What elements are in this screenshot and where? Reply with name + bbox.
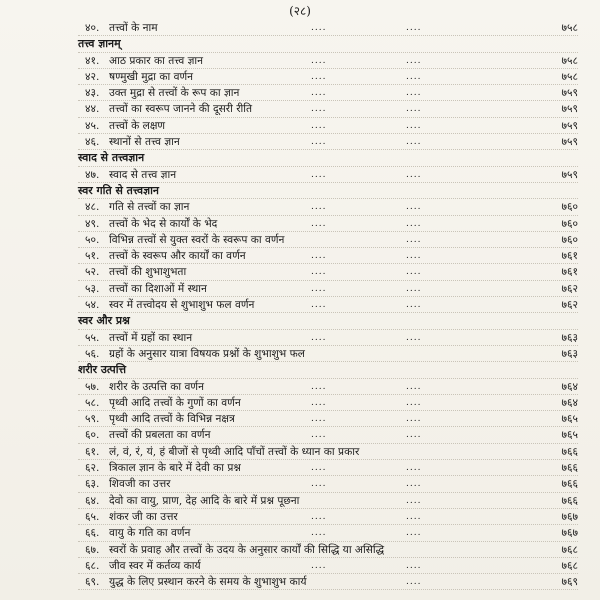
- leader-dots: ....: [311, 88, 327, 99]
- entry-page-number: ७६४: [561, 396, 578, 409]
- entry-page-number: ७६५: [561, 429, 578, 442]
- entry-title: आठ प्रकार का तत्त्व ज्ञान: [109, 54, 204, 67]
- entry-page-number: ७६२: [561, 299, 578, 312]
- toc-entry: [78, 558, 578, 574]
- leader-dots: ....: [311, 414, 327, 425]
- toc-entry: [78, 53, 578, 69]
- entry-number: ६५.: [85, 510, 100, 523]
- entry-title: जीव स्वर में कर्तव्य कार्य: [109, 559, 201, 572]
- entry-number: ६९.: [85, 576, 100, 589]
- entry-page-number: ७५८: [561, 70, 578, 83]
- toc-entry: [78, 395, 578, 411]
- entry-title: स्वरों के प्रवाह और तत्त्वों के उदय के अनुसार कार्यों की सिद्धि या असिद्धि: [109, 543, 385, 556]
- entry-title: तत्त्वों के लक्षण: [109, 119, 166, 132]
- leader-dots: ....: [311, 283, 327, 294]
- entry-number: ६३.: [85, 478, 100, 491]
- entry-number: ५५.: [85, 331, 100, 344]
- row-rule: [78, 589, 578, 590]
- entry-page-number: ७५९: [561, 136, 578, 149]
- entry-page-number: ७६९: [561, 576, 578, 589]
- leader-dots: ....: [406, 234, 422, 245]
- toc-entry: [78, 297, 578, 313]
- entry-number: ५०.: [85, 233, 100, 246]
- section-heading-title: स्वर और प्रश्न: [78, 314, 130, 328]
- entry-title: तत्त्वों का दिशाओं में स्थान: [109, 282, 207, 295]
- toc-entry: [78, 509, 578, 525]
- entry-page-number: ७५९: [561, 119, 578, 132]
- leader-dots: ....: [406, 560, 422, 571]
- entry-title: शंकर जी का उत्तर: [109, 510, 178, 523]
- leader-dots: ....: [406, 104, 422, 115]
- section-heading: [78, 150, 578, 166]
- entry-number: ६७.: [85, 543, 100, 556]
- toc-entry: [78, 525, 578, 541]
- leader-dots: ....: [311, 202, 327, 213]
- leader-dots: ....: [406, 218, 422, 229]
- entry-title: पृथ्वी आदि तत्त्वों के विभिन्न नक्षत्र: [109, 413, 235, 426]
- leader-dots: ....: [406, 23, 422, 33]
- entry-title: शरीर के उत्पत्ति का वर्णन: [109, 380, 204, 393]
- toc-entry: [78, 248, 578, 264]
- entry-title: स्थानों से तत्त्व ज्ञान: [109, 136, 180, 149]
- leader-dots: ....: [406, 88, 422, 99]
- entry-page-number: ७६२: [561, 282, 578, 295]
- entry-page-number: ७६८: [561, 543, 578, 556]
- entry-number: ४६.: [85, 136, 100, 149]
- leader-dots: ....: [406, 463, 422, 474]
- entry-title: तत्त्वों की प्रबलता का वर्णन: [109, 429, 211, 442]
- entry-page-number: ७६३: [561, 347, 578, 360]
- entry-page-number: ७५८: [561, 54, 578, 67]
- entry-number: ४२.: [85, 70, 100, 83]
- entry-page-number: ७६७: [561, 510, 578, 523]
- toc-entry: [78, 20, 578, 36]
- entry-number: ६०.: [85, 429, 100, 442]
- leader-dots: ....: [406, 267, 422, 278]
- entry-number: ६८.: [85, 559, 100, 572]
- entry-title: वायु के गति का वर्णन: [109, 527, 191, 540]
- leader-dots: ....: [406, 283, 422, 294]
- leader-dots: ....: [406, 381, 422, 392]
- section-heading: [78, 183, 578, 199]
- entry-page-number: ७६०: [561, 233, 578, 246]
- entry-number: ६४.: [85, 494, 100, 507]
- entry-page-number: ७६५: [561, 413, 578, 426]
- leader-dots: ....: [406, 577, 422, 588]
- leader-dots: ....: [311, 169, 327, 180]
- entry-page-number: ७५९: [561, 168, 578, 181]
- section-heading: [78, 362, 578, 378]
- toc-entry: [78, 216, 578, 232]
- toc-entry: [78, 134, 578, 150]
- section-heading-title: स्वर गति से तत्त्वज्ञान: [78, 183, 159, 197]
- toc-entry: [78, 101, 578, 117]
- entry-page-number: ७६७: [561, 527, 578, 540]
- entry-title: तत्त्वों की शुभाशुभता: [109, 266, 187, 279]
- entry-number: ५३.: [85, 282, 100, 295]
- entry-title: तत्त्वों में ग्रहों का स्थान: [109, 331, 193, 344]
- leader-dots: ....: [311, 251, 327, 262]
- entry-title: देवो का वायु, प्राण, देह आदि के बारे में प्रश्न पूछना: [109, 494, 300, 507]
- leader-dots: ....: [406, 300, 422, 311]
- entry-title: लं, वं, रं, यं, हं बीजों से पृथ्वी आदि पाँचों तत्त्वों के ध्यान का प्रकार: [109, 445, 360, 458]
- entry-number: ६२.: [85, 462, 100, 475]
- entry-number: ५२.: [85, 266, 100, 279]
- entry-title: विभिन्न तत्त्वों से युक्त स्वरों के स्वरूप का वर्णन: [109, 233, 285, 246]
- toc-entry: [78, 330, 578, 346]
- entry-title: ग्रहों के अनुसार यात्रा विषयक प्रश्नों के शुभाशुभ फल: [109, 347, 305, 360]
- entry-number: ६६.: [85, 527, 100, 540]
- leader-dots: ....: [311, 560, 327, 571]
- entry-page-number: ७६६: [561, 462, 578, 475]
- entry-number: ४३.: [85, 87, 100, 100]
- entry-title: शिवजी का उत्तर: [109, 478, 171, 491]
- leader-dots: ....: [311, 332, 327, 343]
- leader-dots: ....: [311, 300, 327, 311]
- leader-dots: ....: [406, 202, 422, 213]
- entry-number: ४४.: [85, 103, 100, 116]
- toc-entry: [78, 167, 578, 183]
- toc-entry: [78, 379, 578, 395]
- entry-number: ४०.: [85, 22, 100, 34]
- section-heading: [78, 36, 578, 52]
- leader-dots: ....: [406, 71, 422, 82]
- entry-number: ६१.: [85, 445, 100, 458]
- toc-entry: [78, 574, 578, 590]
- toc-entry: [78, 444, 578, 460]
- toc-entry: [78, 542, 578, 558]
- leader-dots: ....: [406, 137, 422, 148]
- entry-page-number: ७६१: [561, 250, 578, 263]
- entry-page-number: ७६०: [561, 217, 578, 230]
- entry-title: तत्त्वों का स्वरूप जानने की दूसरी रीति: [109, 103, 253, 116]
- toc-entry: [78, 69, 578, 85]
- leader-dots: ....: [311, 528, 327, 539]
- leader-dots: ....: [311, 218, 327, 229]
- toc-entry: [78, 476, 578, 492]
- entry-title: स्वाद से तत्त्व ज्ञान: [109, 168, 177, 181]
- entry-title: तत्त्वों के नाम: [109, 22, 158, 34]
- entry-title: युद्ध के लिए प्रस्थान करने के समय के शुभाशुभ कार्य: [109, 576, 307, 589]
- leader-dots: ....: [311, 120, 327, 131]
- toc-entry: [78, 85, 578, 101]
- entry-title: त्रिकाल ज्ञान के बारे में देवी का प्रश्न: [109, 462, 241, 475]
- entry-title: तत्त्वों के स्वरूप और कार्यों का वर्णन: [109, 250, 246, 263]
- leader-dots: ....: [311, 267, 327, 278]
- entry-number: ५७.: [85, 380, 100, 393]
- section-heading-title: तत्त्व ज्ञानम्: [78, 37, 121, 51]
- entry-page-number: ७६६: [561, 494, 578, 507]
- toc-entry: [78, 199, 578, 215]
- leader-dots: ....: [406, 169, 422, 180]
- toc-entry: [78, 264, 578, 280]
- toc-entry: [78, 460, 578, 476]
- leader-dots: ....: [311, 430, 327, 441]
- entry-page-number: ७६३: [561, 331, 578, 344]
- page-number: (२८): [289, 4, 311, 18]
- entry-number: ५८.: [85, 396, 100, 409]
- entry-page-number: ७६०: [561, 201, 578, 214]
- entry-number: ४८.: [85, 201, 100, 214]
- leader-dots: ....: [406, 397, 422, 408]
- leader-dots: ....: [311, 381, 327, 392]
- entry-page-number: ७६६: [561, 445, 578, 458]
- section-heading-title: शरीर उत्पत्ति: [78, 363, 127, 377]
- leader-dots: ....: [311, 479, 327, 490]
- section-heading: [78, 313, 578, 329]
- leader-dots: ....: [311, 104, 327, 115]
- entry-number: ५४.: [85, 299, 100, 312]
- leader-dots: ....: [406, 55, 422, 66]
- table-of-contents: [78, 20, 578, 590]
- entry-title: गति से तत्त्वों का ज्ञान: [109, 201, 190, 214]
- leader-dots: ....: [406, 332, 422, 343]
- entry-page-number: ७६१: [561, 266, 578, 279]
- entry-page-number: ७६४: [561, 380, 578, 393]
- entry-page-number: ७५८: [561, 22, 578, 34]
- leader-dots: ....: [311, 397, 327, 408]
- entry-page-number: ७६६: [561, 478, 578, 491]
- toc-entry: [78, 493, 578, 509]
- leader-dots: ....: [311, 23, 327, 33]
- entry-number: ५९.: [85, 413, 100, 426]
- leader-dots: ....: [311, 511, 327, 522]
- entry-number: ४५.: [85, 119, 100, 132]
- toc-entry: [78, 411, 578, 427]
- entry-title: तत्त्वों के भेद से कार्यों के भेद: [109, 217, 218, 230]
- leader-dots: ....: [311, 463, 327, 474]
- leader-dots: ....: [406, 495, 422, 506]
- entry-title: षण्मुखी मुद्रा का वर्णन: [109, 70, 194, 83]
- toc-entry: [78, 232, 578, 248]
- toc-entry: [78, 118, 578, 134]
- entry-title: पृथ्वी आदि तत्त्वों के गुणों का वर्णन: [109, 396, 241, 409]
- entry-page-number: ७५९: [561, 103, 578, 116]
- toc-entry: [78, 346, 578, 362]
- entry-page-number: ७५९: [561, 87, 578, 100]
- toc-entry: [78, 281, 578, 297]
- leader-dots: ....: [311, 55, 327, 66]
- leader-dots: ....: [406, 430, 422, 441]
- leader-dots: ....: [406, 120, 422, 131]
- entry-number: ५१.: [85, 250, 100, 263]
- entry-title: उक्त मुद्रा से तत्त्वों के रूप का ज्ञान: [109, 87, 240, 100]
- leader-dots: ....: [406, 528, 422, 539]
- entry-page-number: ७६८: [561, 559, 578, 572]
- entry-number: ४७.: [85, 168, 100, 181]
- leader-dots: ....: [406, 414, 422, 425]
- leader-dots: ....: [406, 511, 422, 522]
- leader-dots: ....: [406, 479, 422, 490]
- leader-dots: ....: [311, 137, 327, 148]
- entry-number: ४९.: [85, 217, 100, 230]
- leader-dots: ....: [406, 251, 422, 262]
- entry-number: ५६.: [85, 347, 100, 360]
- entry-title: स्वर में तत्त्वोदय से शुभाशुभ फल वर्णन: [109, 299, 255, 312]
- entry-number: ४१.: [85, 54, 100, 67]
- leader-dots: ....: [311, 71, 327, 82]
- toc-entry: [78, 427, 578, 443]
- section-heading-title: स्वाद से तत्त्वज्ञान: [78, 151, 145, 165]
